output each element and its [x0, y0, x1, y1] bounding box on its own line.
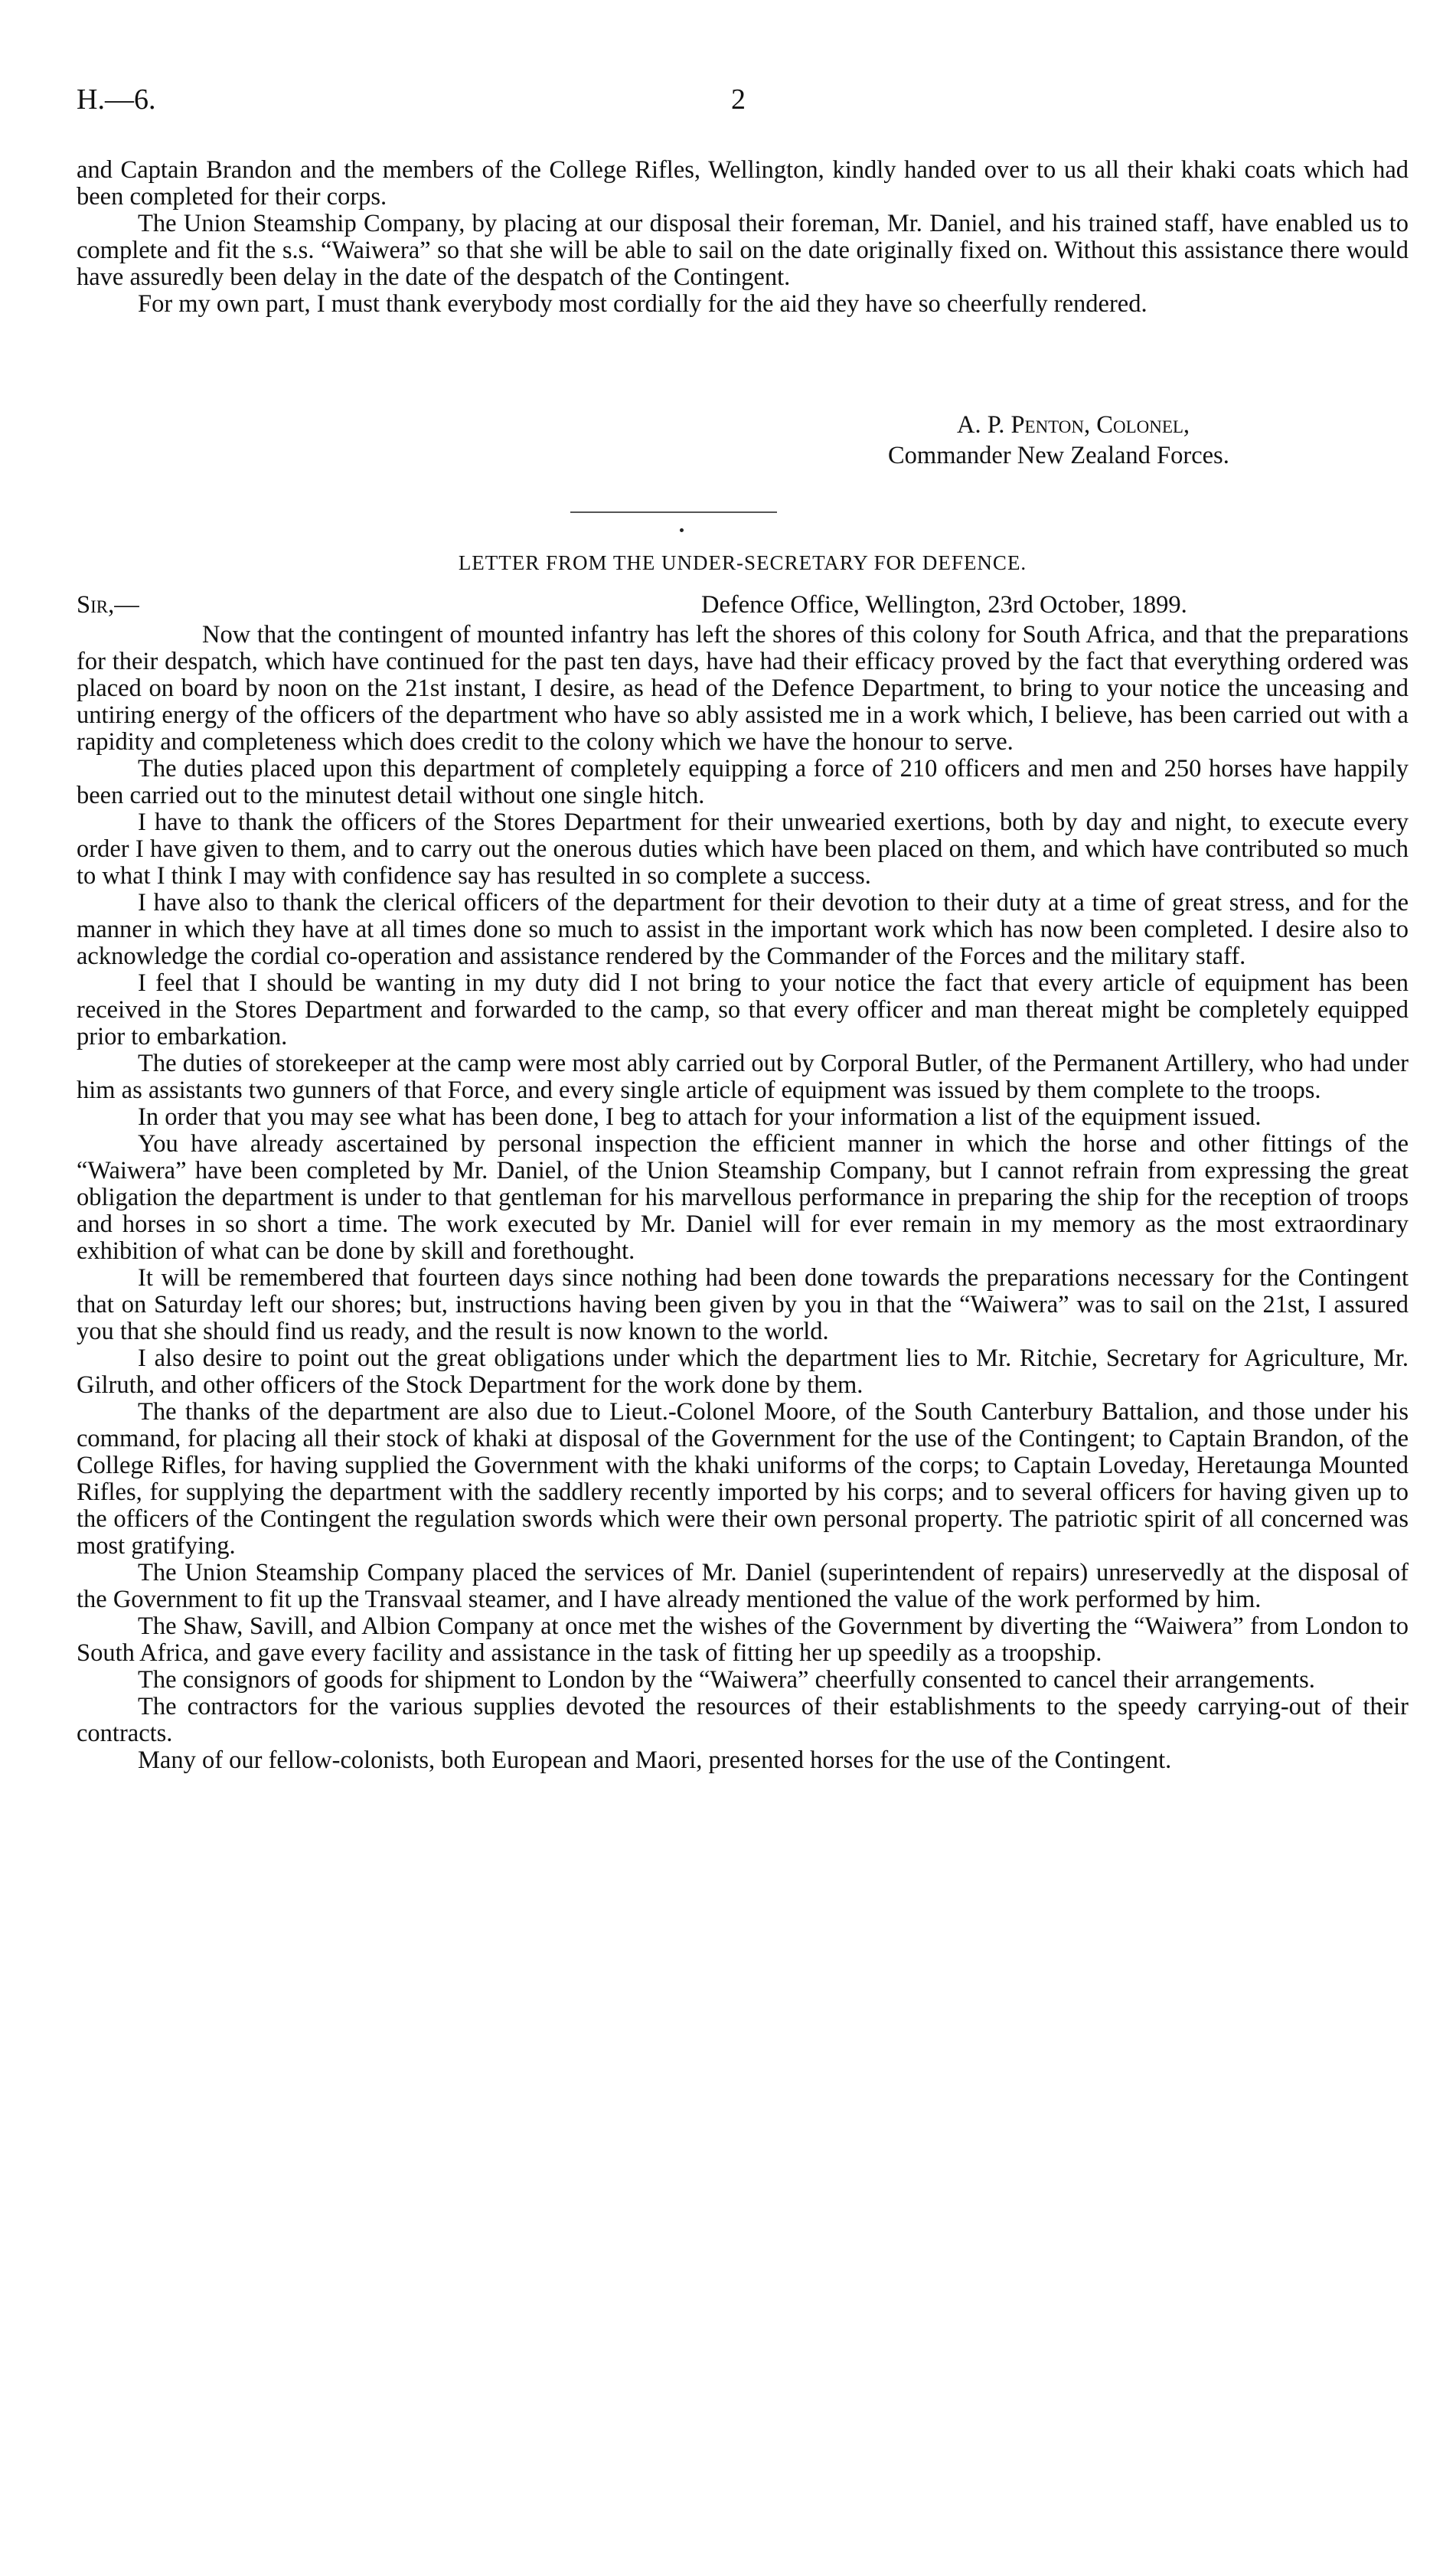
letter-paragraph: The duties of storekeeper at the camp were most ably carried out by Corporal Butler, of the Permanent Artillery, who had under him as assistants two gunners of that Force, and every single article of equipment was issued by them complete to the troops. [77, 1050, 1409, 1104]
opening-paragraph: For my own part, I must thank everybody most cordially for the aid they have so cheerfully rendered. [138, 290, 1147, 318]
letter-paragraph: The thanks of the department are also due to Lieut.-Colonel Moore, of the South Canterbury Battalion, and those under his command, for placing all their stock of khaki at disposal of the Government for the use of the Contingent; to Captain Brandon, of the College Rifles, for having supplied the Government with the khaki uniforms of the corps; to Captain Loveday, Heretaunga Mounted Rifles, for supplying the department with the saddlery recently imported by his corps; and to several officers for having given up to the officers of the Contingent the regulation swords which were their own personal property. The patriotic spirit of all concerned was most gratifying. [77, 1398, 1409, 1560]
letter-paragraph: In order that you may see what has been done, I beg to attach for your information a list of the equipment issued. [138, 1103, 1262, 1131]
letter-paragraph: The Union Steamship Company placed the services of Mr. Daniel (superintendent of repairs) unreservedly at the disposal of the Government to fit up the Transvaal steamer, and I have already mentioned the value of the work performed by him. [77, 1559, 1409, 1613]
opening-paragraph: and Captain Brandon and the members of the College Rifles, Wellington, kindly handed over to us all their khaki coats which had been completed for their corps. [77, 156, 1409, 211]
letter-paragraph: The duties placed upon this department of completely equipping a force of 210 officers and men and 250 horses have happily been carried out to the minutest detail without one single hitch. [77, 755, 1409, 809]
letter-paragraph: I have to thank the officers of the Stores Department for their unwearied exertions, both by day and night, to execute every order I have given to them, and to carry out the onerous duties which have been placed on them, and which have contributed so much to what I think I may with confidence say has resulted in so complete a success. [77, 809, 1409, 890]
page-number: 2 [731, 83, 746, 116]
signatory-name: A. P. Penton, Colonel, [957, 411, 1190, 439]
letter-paragraph: I feel that I should be wanting in my duty did I not bring to your notice the fact that every article of equipment has been received in the Stores Department and forwarded to the camp, so that every officer and man thereat might be completely equipped prior to embarkation. [77, 969, 1409, 1050]
letter-paragraph: It will be remembered that fourteen days since nothing had been done towards the preparations necessary for the Contingent that on Saturday left our shores; but, instructions having been given by you in that the “Waiwera” was to sail on the 21st, I assured you that she should find us ready, and the result is now known to the world. [77, 1264, 1409, 1345]
divider-dot [680, 528, 684, 532]
salutation: Sir,— [77, 591, 139, 619]
page-header [77, 83, 1409, 129]
letter-body [77, 622, 1409, 1774]
letter-heading: LETTER FROM THE UNDER-SECRETARY FOR DEFENCE. [458, 551, 1027, 574]
section-divider [570, 511, 777, 513]
letter-paragraph: Now that the contingent of mounted infantry has left the shores of this colony for South Africa, and that the preparations for their despatch, which have continued for the past ten days, have had their efficacy proved by the fact that everything ordered was placed on board by noon on the 21st instant, I desire, as head of the Defence Department, to bring to your notice the unceasing and untiring energy of the officers of the department who have so ably assisted me in a work which, I believe, has been carried out with a rapidity and completeness which does credit to the colony which we have the honour to serve. [77, 621, 1409, 756]
letter-opening [77, 591, 1409, 622]
letter-paragraph: The Shaw, Savill, and Albion Company at once met the wishes of the Government by diverting the “Waiwera” from London to South Africa, and gave every facility and assistance in the task of fitting her up speedily as a troopship. [77, 1612, 1409, 1667]
dateline: Defence Office, Wellington, 23rd October, 1899. [701, 591, 1187, 619]
letter-paragraph: Many of our fellow-colonists, both European and Maori, presented horses for the use of the Contingent. [138, 1746, 1172, 1774]
letter-paragraph: The contractors for the various supplies devoted the resources of their establishments to the speedy carrying-out of their contracts. [77, 1693, 1409, 1747]
opening-section [77, 157, 1409, 318]
opening-paragraph: The Union Steamship Company, by placing at our disposal their foreman, Mr. Daniel, and his trained staff, have enabled us to complete and fit the s.s. “Waiwera” so that she will be able to sail on the date originally fixed on. Without this assistance there would have assuredly been delay in the date of the despatch of the Contingent. [77, 210, 1409, 291]
letter-paragraph: You have already ascertained by personal inspection the efficient manner in which the horse and other fittings of the “Waiwera” have been completed by Mr. Daniel, of the Union Steamship Company, but I cannot refrain from expressing the great obligation the department is under to that gentleman for his marvellous performance in preparing the ship for the reception of troops and horses in so short a time. The work executed by Mr. Daniel will for ever remain in my memory as the most extraordinary exhibition of what can be done by skill and forethought. [77, 1130, 1409, 1265]
letter-paragraph: I have also to thank the clerical officers of the department for their devotion to their duty at a time of great stress, and for the manner in which they have at all times done so much to assist in the important work which has now been completed. I desire also to acknowledge the cordial co-operation and assistance rendered by the Commander of the Forces and the military staff. [77, 889, 1409, 970]
document-reference: H.—6. [77, 83, 156, 116]
letter-paragraph: I also desire to point out the great obligations under which the department lies to Mr. Ritchie, Secretary for Agriculture, Mr. Gilruth, and other officers of the Stock Department for the work done by them. [77, 1344, 1409, 1399]
letter-paragraph: The consignors of goods for shipment to London by the “Waiwera” cheerfully consented to cancel their arrangements. [138, 1666, 1315, 1694]
signature-block [888, 410, 1229, 471]
signatory-title: Commander New Zealand Forces. [888, 442, 1229, 469]
